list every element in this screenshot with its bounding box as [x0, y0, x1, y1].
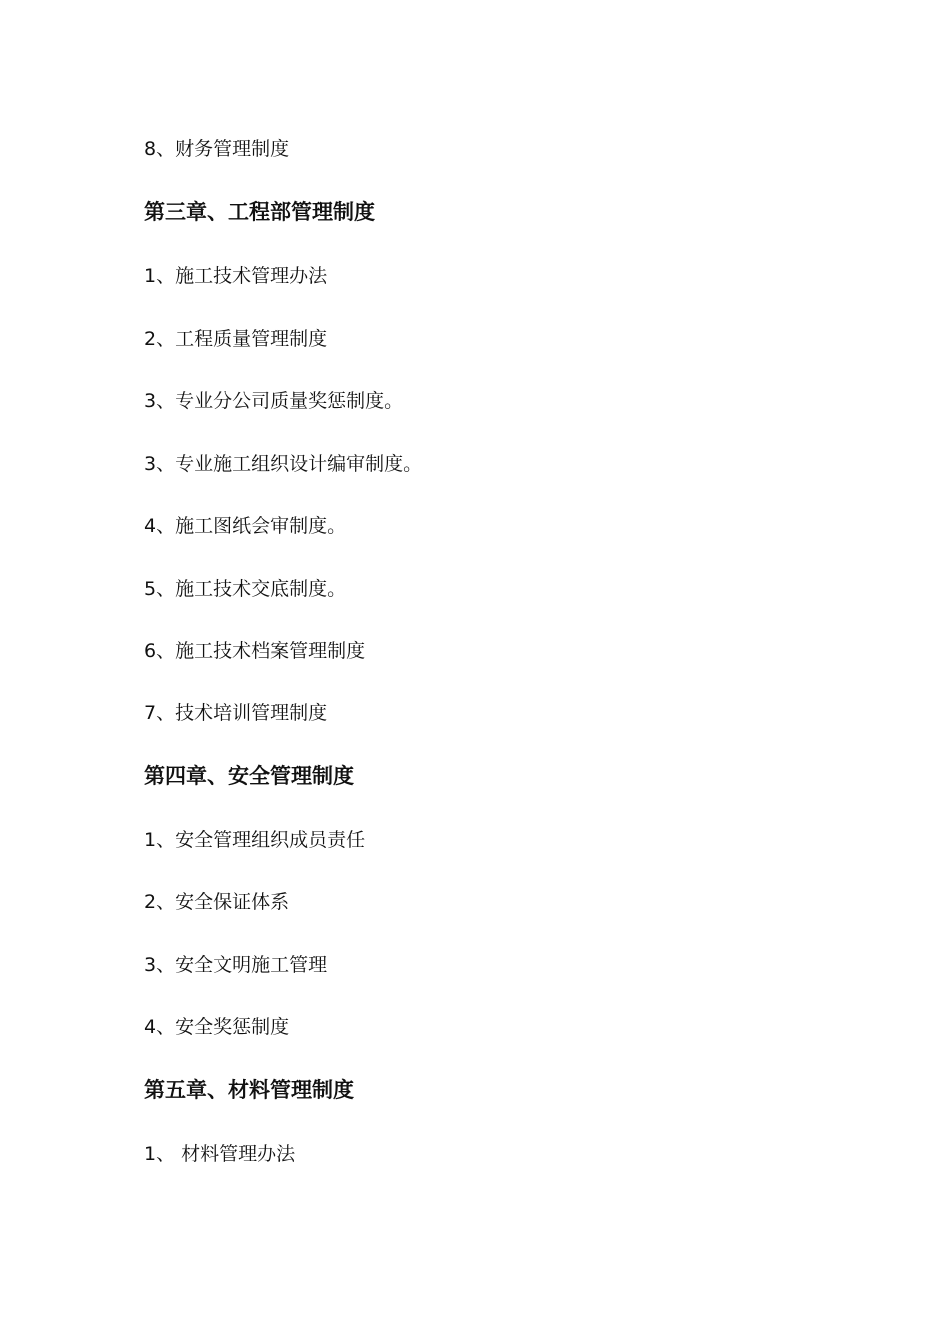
list-item: 2、安全保证体系 — [144, 891, 290, 913]
list-item: 4、安全奖惩制度 — [144, 1016, 290, 1038]
chapter-heading: 第四章、安全管理制度 — [144, 764, 354, 788]
list-item: 3、安全文明施工管理 — [144, 954, 328, 976]
list-item: 2、工程质量管理制度 — [144, 328, 328, 350]
chapter-heading: 第三章、工程部管理制度 — [144, 200, 375, 224]
list-item: 3、专业分公司质量奖惩制度。 — [144, 390, 404, 412]
list-item: 3、专业施工组织设计编审制度。 — [144, 453, 423, 475]
list-item: 1、施工技术管理办法 — [144, 265, 328, 287]
chapter-heading: 第五章、材料管理制度 — [144, 1078, 354, 1102]
list-item: 7、技术培训管理制度 — [144, 702, 328, 724]
list-item: 4、施工图纸会审制度。 — [144, 515, 347, 537]
list-item: 8、财务管理制度 — [144, 138, 290, 160]
list-item: 1、安全管理组织成员责任 — [144, 829, 366, 851]
list-item: 6、施工技术档案管理制度 — [144, 640, 366, 662]
list-item: 5、施工技术交底制度。 — [144, 578, 347, 600]
list-item: 1、 材料管理办法 — [144, 1143, 296, 1165]
